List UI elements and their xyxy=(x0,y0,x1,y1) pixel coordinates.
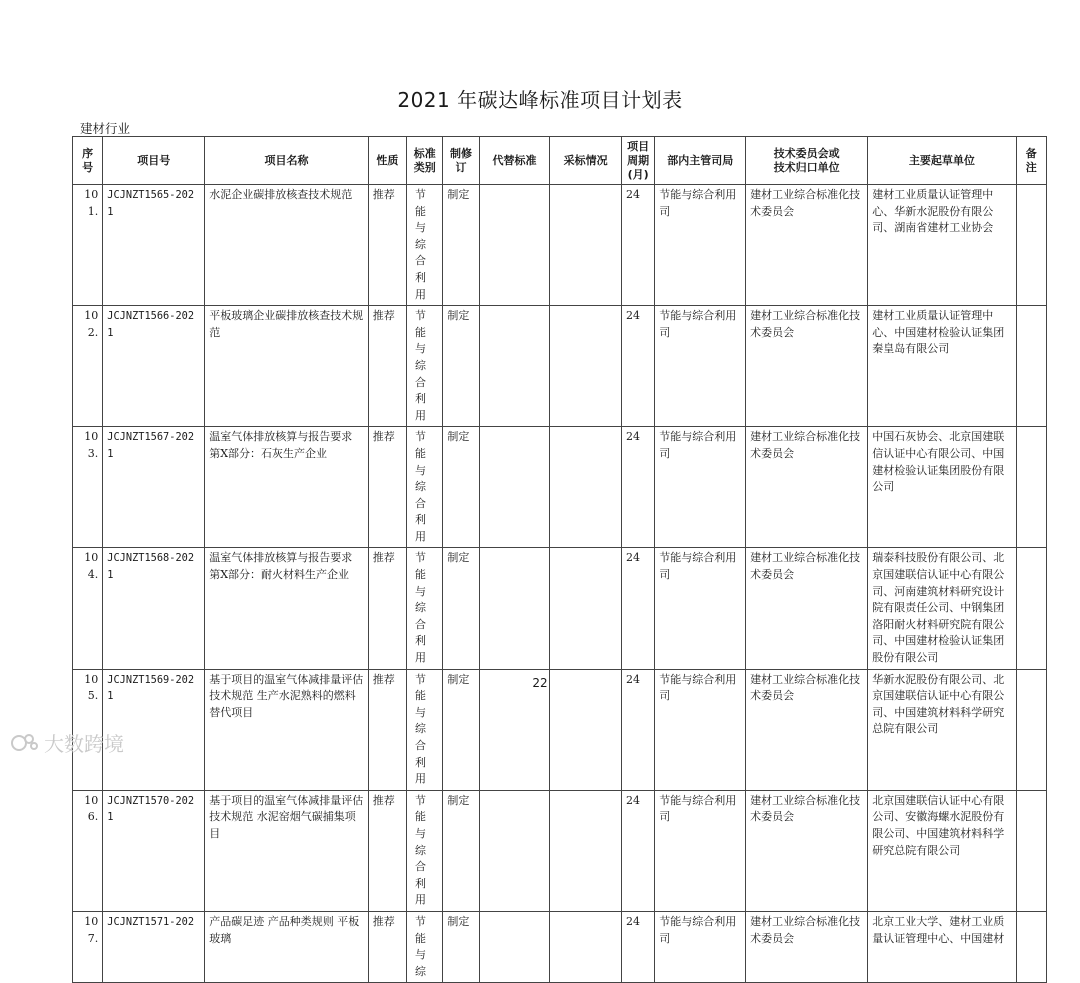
cell-revise: 制定 xyxy=(443,306,479,427)
cell-category: 节能与综合利用 xyxy=(407,185,443,306)
cell-category: 节能与综合利用 xyxy=(407,669,443,790)
cell-replace xyxy=(479,306,550,427)
table-row xyxy=(73,185,1047,306)
header-note: 备 注 xyxy=(1016,137,1046,185)
cell-drafter: 北京工业大学、建材工业质量认证管理中心、中国建材 xyxy=(868,911,1016,982)
cell-name: 水泥企业碳排放核查技术规范 xyxy=(205,185,369,306)
cell-note xyxy=(1016,185,1046,306)
cell-seq: 103. xyxy=(73,427,103,548)
cell-cycle: 24 xyxy=(622,790,655,911)
cell-dept: 节能与综合利用司 xyxy=(655,790,746,911)
header-drafter: 主要起草单位 xyxy=(868,137,1016,185)
cell-dept: 节能与综合利用司 xyxy=(655,306,746,427)
cell-adopt xyxy=(550,185,622,306)
header-cycle: 项目 周期 (月) xyxy=(622,137,655,185)
header-dept: 部内主管司局 xyxy=(655,137,746,185)
cell-code: JCJNZT1569-2021 xyxy=(103,669,205,790)
header-code: 项目号 xyxy=(103,137,205,185)
table-row xyxy=(73,548,1047,669)
table-body xyxy=(73,185,1047,983)
cell-adopt xyxy=(550,790,622,911)
cell-category: 节能与综合利用 xyxy=(407,306,443,427)
cell-replace xyxy=(479,911,550,982)
table-header xyxy=(73,137,1047,185)
cell-nature: 推荐 xyxy=(368,548,406,669)
header-category: 标准 类别 xyxy=(407,137,443,185)
cell-note xyxy=(1016,427,1046,548)
header-seq: 序 号 xyxy=(73,137,103,185)
cell-note xyxy=(1016,790,1046,911)
cell-replace xyxy=(479,548,550,669)
cell-name: 产品碳足迹 产品种类规则 平板玻璃 xyxy=(205,911,369,982)
cell-revise: 制定 xyxy=(443,427,479,548)
table-row xyxy=(73,427,1047,548)
table-row xyxy=(73,306,1047,427)
cell-committee: 建材工业综合标准化技术委员会 xyxy=(746,185,868,306)
cell-drafter: 瑞泰科技股份有限公司、北京国建联信认证中心有限公司、河南建筑材料研究设计院有限责任公司、中钢集团洛阳耐火材料研究院有限公司、中国建材检验认证集团股份有限公司 xyxy=(868,548,1016,669)
page-number: 22 xyxy=(532,676,548,690)
cell-cycle: 24 xyxy=(622,427,655,548)
cell-seq: 105. xyxy=(73,669,103,790)
cell-nature: 推荐 xyxy=(368,306,406,427)
table-row xyxy=(73,790,1047,911)
cell-adopt xyxy=(550,548,622,669)
watermark xyxy=(10,728,124,757)
cell-nature: 推荐 xyxy=(368,185,406,306)
cell-seq: 107. xyxy=(73,911,103,982)
cell-dept: 节能与综合利用司 xyxy=(655,548,746,669)
header-committee: 技术委员会或 技术归口单位 xyxy=(746,137,868,185)
cell-drafter: 北京国建联信认证中心有限公司、安徽海螺水泥股份有限公司、中国建筑材料科学研究总院有限公司 xyxy=(868,790,1016,911)
header-nature: 性质 xyxy=(368,137,406,185)
cell-category: 节能与综合利用 xyxy=(407,548,443,669)
cell-replace xyxy=(479,790,550,911)
cell-note xyxy=(1016,548,1046,669)
cell-cycle: 24 xyxy=(622,548,655,669)
cell-code: JCJNZT1568-2021 xyxy=(103,548,205,669)
cell-dept: 节能与综合利用司 xyxy=(655,911,746,982)
cell-drafter: 建材工业质量认证管理中心、华新水泥股份有限公司、湖南省建材工业协会 xyxy=(868,185,1016,306)
cell-cycle: 24 xyxy=(622,306,655,427)
cell-revise: 制定 xyxy=(443,790,479,911)
cell-committee: 建材工业综合标准化技术委员会 xyxy=(746,306,868,427)
cell-note xyxy=(1016,306,1046,427)
header-replace: 代替标准 xyxy=(479,137,550,185)
cell-code: JCJNZT1570-2021 xyxy=(103,790,205,911)
cell-nature: 推荐 xyxy=(368,427,406,548)
cell-revise: 制定 xyxy=(443,669,479,790)
cell-drafter: 建材工业质量认证管理中心、中国建材检验认证集团秦皇岛有限公司 xyxy=(868,306,1016,427)
cell-committee: 建材工业综合标准化技术委员会 xyxy=(746,911,868,982)
cell-revise: 制定 xyxy=(443,911,479,982)
cell-category: 节能与综合利用 xyxy=(407,790,443,911)
cell-committee: 建材工业综合标准化技术委员会 xyxy=(746,427,868,548)
cell-code: JCJNZT1571-202 xyxy=(103,911,205,982)
cell-adopt xyxy=(550,427,622,548)
header-adopt: 采标情况 xyxy=(550,137,622,185)
cell-drafter: 中国石灰协会、北京国建联信认证中心有限公司、中国建材检验认证集团股份有限公司 xyxy=(868,427,1016,548)
table-row xyxy=(73,911,1047,982)
cell-nature: 推荐 xyxy=(368,911,406,982)
cell-drafter: 华新水泥股份有限公司、北京国建联信认证中心有限公司、中国建筑材料科学研究总院有限公司 xyxy=(868,669,1016,790)
cell-seq: 101. xyxy=(73,185,103,306)
cell-dept: 节能与综合利用司 xyxy=(655,669,746,790)
cell-replace xyxy=(479,185,550,306)
header-revise: 制修 订 xyxy=(443,137,479,185)
cell-code: JCJNZT1565-2021 xyxy=(103,185,205,306)
cell-committee: 建材工业综合标准化技术委员会 xyxy=(746,548,868,669)
cell-name: 温室气体排放核算与报告要求 第X部分：石灰生产企业 xyxy=(205,427,369,548)
cell-adopt xyxy=(550,911,622,982)
cell-dept: 节能与综合利用司 xyxy=(655,185,746,306)
cell-adopt xyxy=(550,306,622,427)
cell-category: 节能与综合利用 xyxy=(407,427,443,548)
cell-name: 基于项目的温室气体减排量评估技术规范 水泥窑烟气碳捕集项目 xyxy=(205,790,369,911)
cell-cycle: 24 xyxy=(622,911,655,982)
cell-name: 基于项目的温室气体减排量评估技术规范 生产水泥熟料的燃料替代项目 xyxy=(205,669,369,790)
standards-table xyxy=(72,136,1047,983)
cell-seq: 102. xyxy=(73,306,103,427)
cell-code: JCJNZT1566-2021 xyxy=(103,306,205,427)
cell-name: 温室气体排放核算与报告要求 第X部分：耐火材料生产企业 xyxy=(205,548,369,669)
cell-seq: 106. xyxy=(73,790,103,911)
industry-label: 建材行业 xyxy=(80,121,131,136)
cell-cycle: 24 xyxy=(622,669,655,790)
cell-revise: 制定 xyxy=(443,548,479,669)
cell-revise: 制定 xyxy=(443,185,479,306)
cell-category: 节能与综 xyxy=(407,911,443,982)
cell-nature: 推荐 xyxy=(368,790,406,911)
document-title: 2021 年碳达峰标准项目计划表 xyxy=(397,88,683,112)
header-name: 项目名称 xyxy=(205,137,369,185)
cell-note xyxy=(1016,911,1046,982)
cell-committee: 建材工业综合标准化技术委员会 xyxy=(746,790,868,911)
cell-nature: 推荐 xyxy=(368,669,406,790)
cell-name: 平板玻璃企业碳排放核查技术规范 xyxy=(205,306,369,427)
cell-cycle: 24 xyxy=(622,185,655,306)
cell-dept: 节能与综合利用司 xyxy=(655,427,746,548)
cell-code: JCJNZT1567-2021 xyxy=(103,427,205,548)
cell-replace xyxy=(479,427,550,548)
watermark-text: 大数跨境 xyxy=(44,732,124,756)
watermark-logo-icon xyxy=(10,731,38,755)
cell-committee: 建材工业综合标准化技术委员会 xyxy=(746,669,868,790)
cell-seq: 104. xyxy=(73,548,103,669)
